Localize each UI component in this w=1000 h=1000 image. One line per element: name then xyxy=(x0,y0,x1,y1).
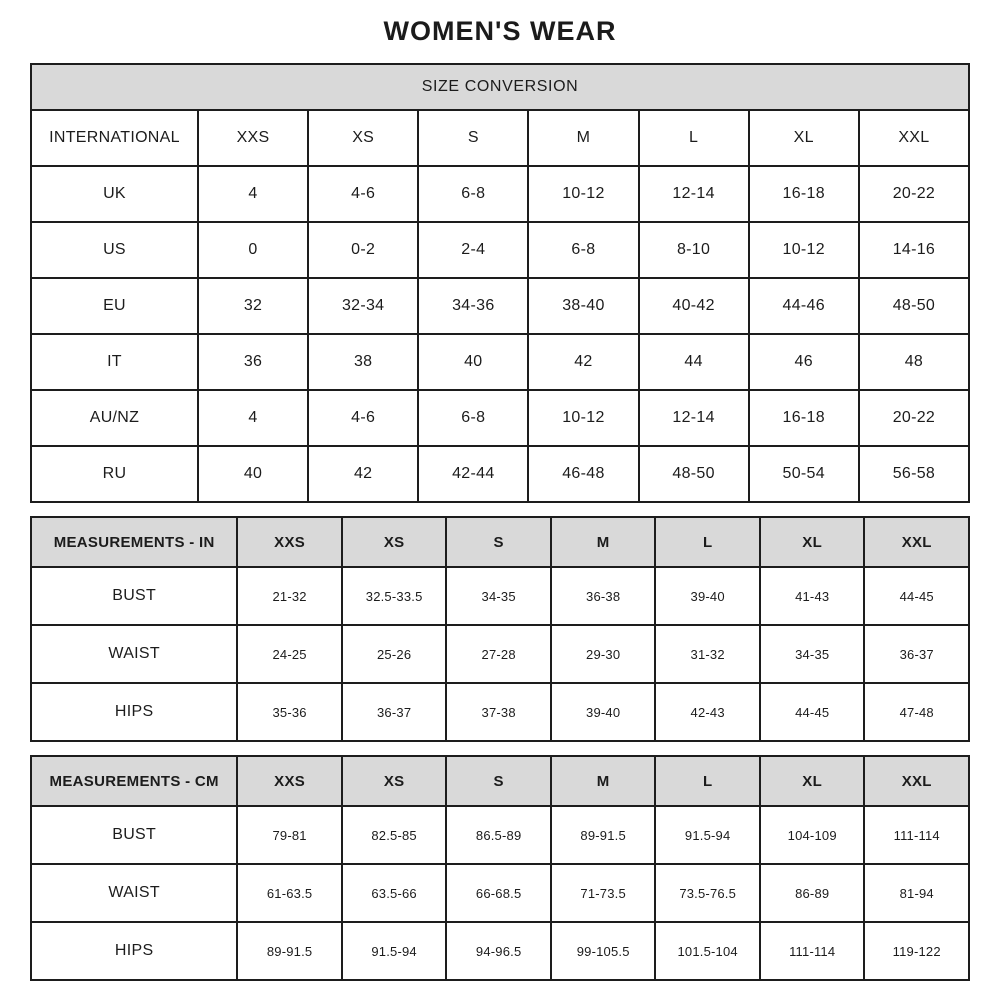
value-cell: 81-94 xyxy=(864,864,969,922)
value-cell: 31-32 xyxy=(655,625,760,683)
row-label-cell: EU xyxy=(31,278,198,334)
corner-header-cell: INTERNATIONAL xyxy=(31,110,198,166)
value-cell: 44 xyxy=(639,334,749,390)
value-cell: 0-2 xyxy=(308,222,418,278)
value-cell: 12-14 xyxy=(639,390,749,446)
value-cell: 40 xyxy=(418,334,528,390)
value-cell: 89-91.5 xyxy=(237,922,342,980)
value-cell: 79-81 xyxy=(237,806,342,864)
value-cell: 27-28 xyxy=(446,625,551,683)
value-cell: 4 xyxy=(198,166,308,222)
value-cell: 89-91.5 xyxy=(551,806,656,864)
value-cell: 4 xyxy=(198,390,308,446)
value-cell: 8-10 xyxy=(639,222,749,278)
value-cell: 10-12 xyxy=(528,166,638,222)
table-row xyxy=(31,806,969,864)
row-label-cell: RU xyxy=(31,446,198,502)
value-cell: 36-37 xyxy=(864,625,969,683)
size-header-cell: XXL xyxy=(864,517,969,567)
value-cell: 82.5-85 xyxy=(342,806,447,864)
value-cell: 101.5-104 xyxy=(655,922,760,980)
value-cell: 46 xyxy=(749,334,859,390)
row-label-cell: WAIST xyxy=(31,625,237,683)
row-label-cell: BUST xyxy=(31,567,237,625)
table-row xyxy=(31,334,969,390)
value-cell: 36-38 xyxy=(551,567,656,625)
size-header-cell: M xyxy=(551,517,656,567)
value-cell: 24-25 xyxy=(237,625,342,683)
table-banner-row xyxy=(31,64,969,110)
measurements-in-table xyxy=(30,516,970,742)
value-cell: 10-12 xyxy=(528,390,638,446)
size-header-cell: XL xyxy=(749,110,859,166)
value-cell: 10-12 xyxy=(749,222,859,278)
row-label-cell: HIPS xyxy=(31,922,237,980)
value-cell: 2-4 xyxy=(418,222,528,278)
size-header-cell: M xyxy=(528,110,638,166)
size-header-cell: L xyxy=(639,110,749,166)
value-cell: 91.5-94 xyxy=(655,806,760,864)
size-header-cell: XXS xyxy=(237,517,342,567)
value-cell: 48-50 xyxy=(859,278,969,334)
value-cell: 20-22 xyxy=(859,390,969,446)
value-cell: 61-63.5 xyxy=(237,864,342,922)
value-cell: 21-32 xyxy=(237,567,342,625)
value-cell: 47-48 xyxy=(864,683,969,741)
table-row xyxy=(31,446,969,502)
size-header-cell: XS xyxy=(342,756,447,806)
size-header-cell: XXL xyxy=(864,756,969,806)
value-cell: 44-46 xyxy=(749,278,859,334)
value-cell: 86.5-89 xyxy=(446,806,551,864)
value-cell: 4-6 xyxy=(308,166,418,222)
table-row xyxy=(31,683,969,741)
value-cell: 39-40 xyxy=(655,567,760,625)
value-cell: 71-73.5 xyxy=(551,864,656,922)
row-label-cell: US xyxy=(31,222,198,278)
value-cell: 42-44 xyxy=(418,446,528,502)
value-cell: 14-16 xyxy=(859,222,969,278)
size-header-cell: XXS xyxy=(237,756,342,806)
value-cell: 99-105.5 xyxy=(551,922,656,980)
table-row xyxy=(31,390,969,446)
value-cell: 39-40 xyxy=(551,683,656,741)
size-header-cell: S xyxy=(446,517,551,567)
value-cell: 56-58 xyxy=(859,446,969,502)
corner-header-cell: MEASUREMENTS - CM xyxy=(31,756,237,806)
value-cell: 32.5-33.5 xyxy=(342,567,447,625)
row-label-cell: WAIST xyxy=(31,864,237,922)
size-header-cell: XS xyxy=(342,517,447,567)
value-cell: 42 xyxy=(528,334,638,390)
value-cell: 34-35 xyxy=(446,567,551,625)
value-cell: 44-45 xyxy=(760,683,865,741)
value-cell: 94-96.5 xyxy=(446,922,551,980)
value-cell: 41-43 xyxy=(760,567,865,625)
value-cell: 50-54 xyxy=(749,446,859,502)
size-header-cell: S xyxy=(418,110,528,166)
value-cell: 34-36 xyxy=(418,278,528,334)
value-cell: 42-43 xyxy=(655,683,760,741)
column-header-row xyxy=(31,517,969,567)
value-cell: 36-37 xyxy=(342,683,447,741)
value-cell: 36 xyxy=(198,334,308,390)
table-row xyxy=(31,864,969,922)
size-header-cell: L xyxy=(655,756,760,806)
value-cell: 86-89 xyxy=(760,864,865,922)
value-cell: 35-36 xyxy=(237,683,342,741)
size-header-cell: XL xyxy=(760,517,865,567)
value-cell: 32-34 xyxy=(308,278,418,334)
size-header-cell: XXS xyxy=(198,110,308,166)
value-cell: 16-18 xyxy=(749,166,859,222)
value-cell: 6-8 xyxy=(418,166,528,222)
value-cell: 40-42 xyxy=(639,278,749,334)
row-label-cell: UK xyxy=(31,166,198,222)
size-header-cell: XXL xyxy=(859,110,969,166)
value-cell: 29-30 xyxy=(551,625,656,683)
value-cell: 119-122 xyxy=(864,922,969,980)
value-cell: 111-114 xyxy=(760,922,865,980)
value-cell: 48-50 xyxy=(639,446,749,502)
table-banner: SIZE CONVERSION xyxy=(31,64,969,110)
value-cell: 4-6 xyxy=(308,390,418,446)
value-cell: 73.5-76.5 xyxy=(655,864,760,922)
page-title: WOMEN'S WEAR xyxy=(383,16,617,46)
value-cell: 0 xyxy=(198,222,308,278)
row-label-cell: IT xyxy=(31,334,198,390)
measurements-cm-table xyxy=(30,755,970,981)
table-row xyxy=(31,625,969,683)
column-header-row xyxy=(31,110,969,166)
value-cell: 46-48 xyxy=(528,446,638,502)
value-cell: 42 xyxy=(308,446,418,502)
value-cell: 37-38 xyxy=(446,683,551,741)
column-header-row xyxy=(31,756,969,806)
size-header-cell: L xyxy=(655,517,760,567)
row-label-cell: AU/NZ xyxy=(31,390,198,446)
value-cell: 6-8 xyxy=(418,390,528,446)
value-cell: 44-45 xyxy=(864,567,969,625)
size-header-cell: XS xyxy=(308,110,418,166)
table-row xyxy=(31,567,969,625)
value-cell: 91.5-94 xyxy=(342,922,447,980)
value-cell: 16-18 xyxy=(749,390,859,446)
value-cell: 6-8 xyxy=(528,222,638,278)
corner-header-cell: MEASUREMENTS - IN xyxy=(31,517,237,567)
value-cell: 48 xyxy=(859,334,969,390)
size-conversion-table xyxy=(30,63,970,503)
value-cell: 25-26 xyxy=(342,625,447,683)
table-row xyxy=(31,922,969,980)
value-cell: 111-114 xyxy=(864,806,969,864)
value-cell: 38 xyxy=(308,334,418,390)
value-cell: 34-35 xyxy=(760,625,865,683)
value-cell: 66-68.5 xyxy=(446,864,551,922)
row-label-cell: BUST xyxy=(31,806,237,864)
size-header-cell: S xyxy=(446,756,551,806)
table-row xyxy=(31,278,969,334)
row-label-cell: HIPS xyxy=(31,683,237,741)
value-cell: 20-22 xyxy=(859,166,969,222)
value-cell: 12-14 xyxy=(639,166,749,222)
size-header-cell: M xyxy=(551,756,656,806)
size-header-cell: XL xyxy=(760,756,865,806)
value-cell: 40 xyxy=(198,446,308,502)
value-cell: 38-40 xyxy=(528,278,638,334)
table-row xyxy=(31,166,969,222)
value-cell: 104-109 xyxy=(760,806,865,864)
table-row xyxy=(31,222,969,278)
value-cell: 32 xyxy=(198,278,308,334)
value-cell: 63.5-66 xyxy=(342,864,447,922)
